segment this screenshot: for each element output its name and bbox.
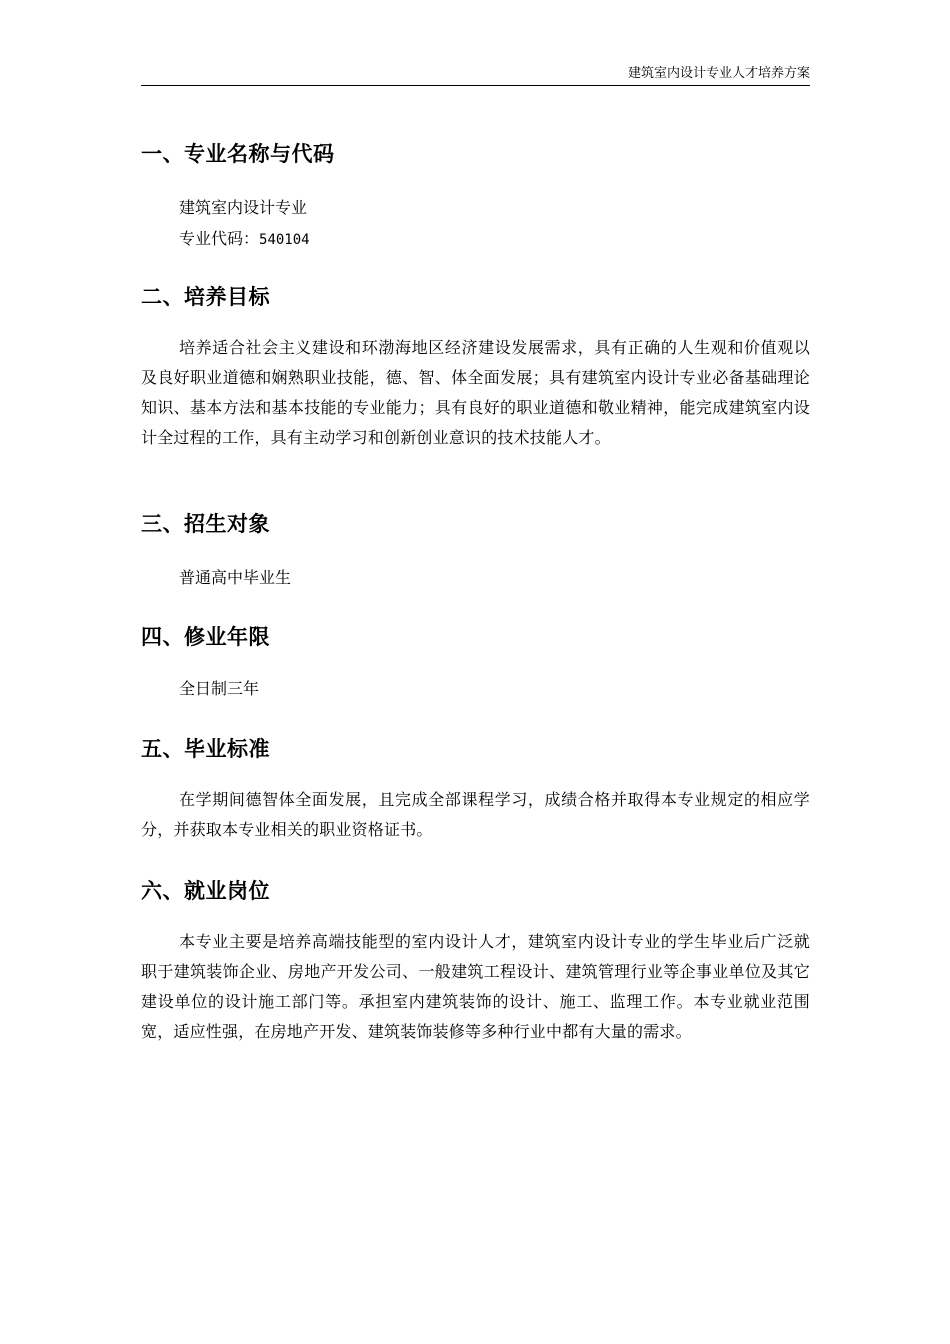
section-paragraph: 培养适合社会主义建设和环渤海地区经济建设发展需求，具有正确的人生观和价值观以及良好职业道德和娴熟职业技能，德、智、体全面发展；具有建筑室内设计专业必备基础理论知识、基本方法和基本技能的专业能力；具有良好的职业道德和敬业精神，能完成建筑室内设计全过程的工作，具有主动学习和创新创业意识的技术技能人才。 [141,338,810,447]
section-employment-positions [141,877,810,1047]
section-heading: 二、培养目标 [141,285,270,309]
page-header [141,64,810,86]
section-major-name-code [141,140,810,256]
major-code-value: 540104 [259,232,310,248]
section-paragraph: 在学期间德智体全面发展，且完成全部课程学习，成绩合格并取得本专业规定的相应学分，并获取本专业相关的职业资格证书。 [141,790,810,839]
major-code-label: 专业代码： [179,229,260,248]
section-heading: 一、专业名称与代码 [141,142,335,166]
section-graduation-standard [141,735,810,845]
section-training-objective [141,283,810,453]
section-line: 全日制三年 [179,679,260,698]
section-heading: 六、就业岗位 [141,879,270,903]
section-enrollment-target [141,510,810,593]
section-heading: 三、招生对象 [141,512,270,536]
section-paragraph: 本专业主要是培养高端技能型的室内设计人才，建筑室内设计专业的学生毕业后广泛就职于建筑装饰企业、房地产开发公司、一般建筑工程设计、建筑管理行业等企事业单位及其它建设单位的设计施工部门等。承担室内建筑装饰的设计、施工、监理工作。本专业就业范围宽，适应性强，在房地产开发、建筑装饰装修等多种行业中都有大量的需求。 [141,932,810,1041]
major-code-line [141,223,810,256]
major-name: 建筑室内设计专业 [179,198,308,217]
section-study-duration [141,623,810,704]
section-heading: 四、修业年限 [141,625,270,649]
section-heading: 五、毕业标准 [141,737,270,761]
header-title: 建筑室内设计专业人才培养方案 [627,66,810,81]
section-line: 普通高中毕业生 [179,568,292,587]
